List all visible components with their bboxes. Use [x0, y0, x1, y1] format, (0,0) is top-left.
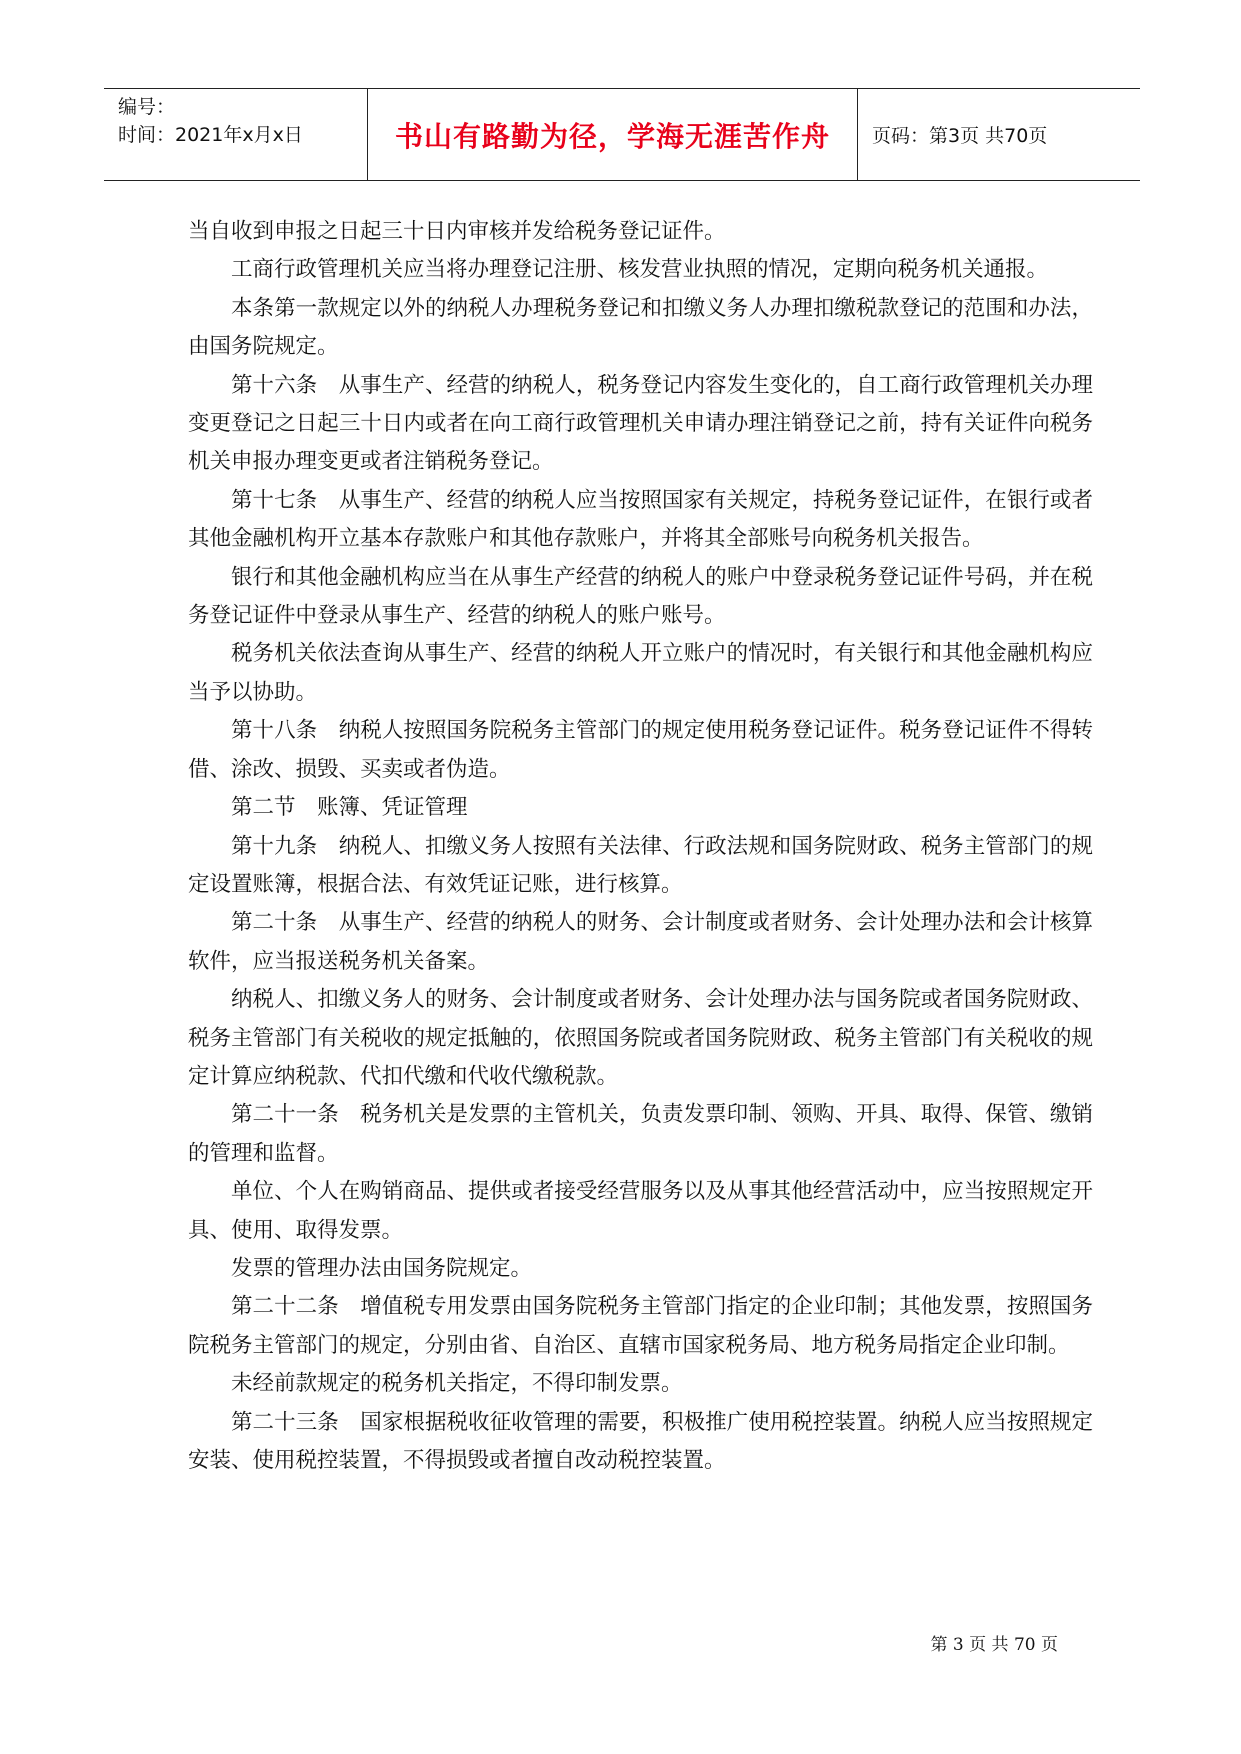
body-paragraph: 发票的管理办法由国务院规定。	[231, 1255, 533, 1281]
body-paragraph: 单位、个人在购销商品、提供或者接受经营服务以及从事其他经营活动中，应当按照规定开具、使用、取得发票。	[188, 1179, 1093, 1243]
body-paragraph: 第十八条 纳税人按照国务院税务主管部门的规定使用税务登记证件。税务登记证件不得转借、涂改、损毁、买卖或者伪造。	[188, 718, 1093, 782]
body-paragraph: 第二十二条 增值税专用发票由国务院税务主管部门指定的企业印制；其他发票，按照国务院税务主管部门的规定，分别由省、自治区、直辖市国家税务局、地方税务局指定企业印制。	[188, 1294, 1093, 1358]
document-number-label: 编号：	[118, 96, 176, 118]
footer-page-number: 第 3 页 共 70 页	[930, 1635, 1058, 1655]
body-paragraph: 工商行政管理机关应当将办理登记注册、核发营业执照的情况，定期向税务机关通报。	[231, 257, 1049, 283]
header-info-cell	[104, 89, 368, 180]
body-paragraph: 银行和其他金融机构应当在从事生产经营的纳税人的账户中登录税务登记证件号码，并在税务登记证件中登录从事生产、经营的纳税人的账户账号。	[188, 564, 1093, 629]
body-paragraph: 未经前款规定的税务机关指定，不得印制发票。	[231, 1371, 683, 1397]
body-paragraph: 税务机关依法查询从事生产、经营的纳税人开立账户的情况时，有关银行和其他金融机构应当予以协助。	[188, 641, 1093, 705]
document-time-label: 时间：2021年x月x日	[118, 124, 303, 146]
page-footer	[0, 1630, 1058, 1655]
body-paragraph: 第二十一条 税务机关是发票的主管机关，负责发票印制、领购、开具、取得、保管、缴销的管理和监督。	[188, 1102, 1093, 1166]
header-page-cell	[858, 89, 1140, 180]
header-motto-cell	[368, 89, 858, 180]
body-paragraph: 第二十条 从事生产、经营的纳税人的财务、会计制度或者财务、会计处理办法和会计核算软件，应当报送税务机关备案。	[188, 910, 1093, 974]
body-paragraph: 纳税人、扣缴义务人的财务、会计制度或者财务、会计处理办法与国务院或者国务院财政、税务主管部门有关税收的规定抵触的，依照国务院或者国务院财政、税务主管部门有关税收的规定计算应纳税款、代扣代缴和代收代缴税款。	[188, 987, 1093, 1089]
body-paragraph: 第二节 账簿、凭证管理	[231, 795, 468, 821]
body-paragraph: 当自收到申报之日起三十日内审核并发给税务登记证件。	[188, 219, 726, 244]
body-paragraph: 本条第一款规定以外的纳税人办理税务登记和扣缴义务人办理扣缴税款登记的范围和办法，由国务院规定。	[188, 295, 1093, 360]
body-paragraph: 第十七条 从事生产、经营的纳税人应当按照国家有关规定，持税务登记证件，在银行或者其他金融机构开立基本存款账户和其他存款账户，并将其全部账号向税务机关报告。	[188, 487, 1093, 552]
header-motto: 书山有路勤为径，学海无涯苦作舟	[394, 119, 830, 153]
page-header	[104, 88, 1140, 181]
body-paragraph: 第二十三条 国家根据税收征收管理的需要，积极推广使用税控装置。纳税人应当按照规定安装、使用税控装置，不得损毁或者擅自改动税控装置。	[188, 1409, 1093, 1473]
body-paragraph: 第十九条 纳税人、扣缴义务人按照有关法律、行政法规和国务院财政、税务主管部门的规定设置账簿，根据合法、有效凭证记账，进行核算。	[188, 833, 1093, 897]
header-page-label: 页码：第3页 共70页	[872, 125, 1048, 147]
body-paragraph: 第十六条 从事生产、经营的纳税人，税务登记内容发生变化的，自工商行政管理机关办理变更登记之日起三十日内或者在向工商行政管理机关申请办理注销登记之前，持有关证件向税务机关申报办理变更或者注销税务登记。	[188, 372, 1093, 475]
document-body	[188, 213, 1093, 1480]
